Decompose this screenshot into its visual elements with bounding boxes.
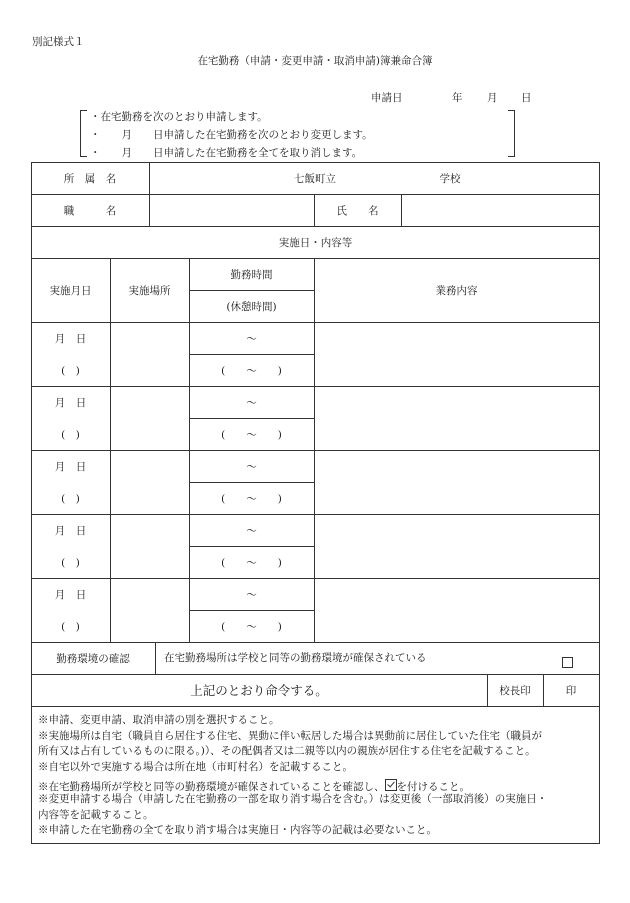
row-time[interactable]: ～ [246,460,257,473]
note-line: ※実施場所は自宅（職員自ら居住する住宅、異動に伴い転居した場合は異動前に居住していた住宅（職員が [38,730,542,742]
name-field[interactable] [402,195,599,226]
environment-text: 在宅勤務場所は学校と同等の勤務環境が確保されている [164,652,427,664]
row-break[interactable]: ( ～ ) [221,620,282,633]
note-line: 所有又は占有しているものに限る。)）、その配偶者又は二親等以内の親族が居住する住宅を記載すること。 [38,745,536,757]
row-weekday[interactable]: ( ) [61,364,80,377]
row-date[interactable]: 月 日 [54,396,87,409]
row-date[interactable]: 月 日 [54,524,87,537]
left-bracket [80,110,87,157]
principal-seal-label: 校長印 [499,684,531,697]
affiliation-school: 学校 [439,172,461,185]
note-line [38,778,470,793]
order-text: 上記のとおり命令する。 [190,683,328,698]
row-break[interactable]: ( ～ ) [221,428,282,441]
page-title: 在宅勤務（申請・変更申請・取消申請)簿兼命合簿 [197,55,433,67]
note-line: ※申請、変更申請、取消申請の別を選択すること。 [38,714,280,726]
note-text: ※在宅勤務場所が学校と同等の勤務環境が確保されていることを確認し、 [38,781,385,793]
header-date: 実施月日 [49,284,92,297]
note-line: ※変更申請する場合（申請した在宅勤務の一部を取り消す場合を含む。）は変更後（一部取消後）の実施日・ [38,793,548,805]
header-hours: 勤務時間 [230,268,273,281]
note-line: ※申請した在宅勤務の全てを取り消す場合は実施日・内容等の記載は必要ないこと。 [38,824,437,836]
option-change[interactable]: ・ 月 日申請した在宅勤務を次のとおり変更します。 [90,129,373,141]
application-date-month[interactable]: 月 [487,92,498,104]
option-apply[interactable]: ・在宅勤務を次のとおり申請します。 [90,111,268,123]
row-break[interactable]: ( ～ ) [221,364,282,377]
position-label: 職 名 [63,204,117,217]
row-weekday[interactable]: ( ) [61,620,80,633]
application-date-label: 申請日 [371,92,403,104]
position-field[interactable] [150,195,314,226]
row-date[interactable]: 月 日 [54,588,87,601]
application-date-day[interactable]: 日 [521,92,532,104]
row-time[interactable]: ～ [246,332,257,345]
affiliation-label: 所 属 名 [63,172,117,185]
row-weekday[interactable]: ( ) [61,492,80,505]
right-bracket [508,110,515,157]
row-weekday[interactable]: ( ) [61,428,80,441]
environment-label: 勤務環境の確認 [56,652,130,665]
option-cancel[interactable]: ・ 月 日申請した在宅勤務を全てを取り消します。 [90,147,363,159]
note-line: 内容等を記載すること。 [38,809,154,821]
application-date-year[interactable]: 年 [452,92,463,104]
row-time[interactable]: ～ [246,396,257,409]
header-break: (休憩時間) [226,300,277,313]
header-place: 実施場所 [128,284,171,297]
checkmark-box-icon [385,779,397,791]
row-time[interactable]: ～ [246,524,257,537]
school-name-field[interactable] [360,168,420,188]
row-break[interactable]: ( ～ ) [221,556,282,569]
affiliation-town: 七飯町立 [294,172,336,185]
form-label: 別記様式１ [32,36,85,48]
row-date[interactable]: 月 日 [54,332,87,345]
note-text: を付けること。 [396,781,470,793]
row-date[interactable]: 月 日 [54,460,87,473]
header-content: 業務内容 [435,284,478,297]
seal-field[interactable]: 印 [565,684,577,697]
row-weekday[interactable]: ( ) [61,556,80,569]
row-time[interactable]: ～ [246,588,257,601]
section-title: 実施日・内容等 [278,236,353,249]
environment-checkbox[interactable] [562,653,573,672]
note-line: ※自宅以外で実施する場合は所在地（市町村名）を記載すること。 [38,761,353,773]
row-break[interactable]: ( ～ ) [221,492,282,505]
name-label: 氏 名 [336,204,379,217]
